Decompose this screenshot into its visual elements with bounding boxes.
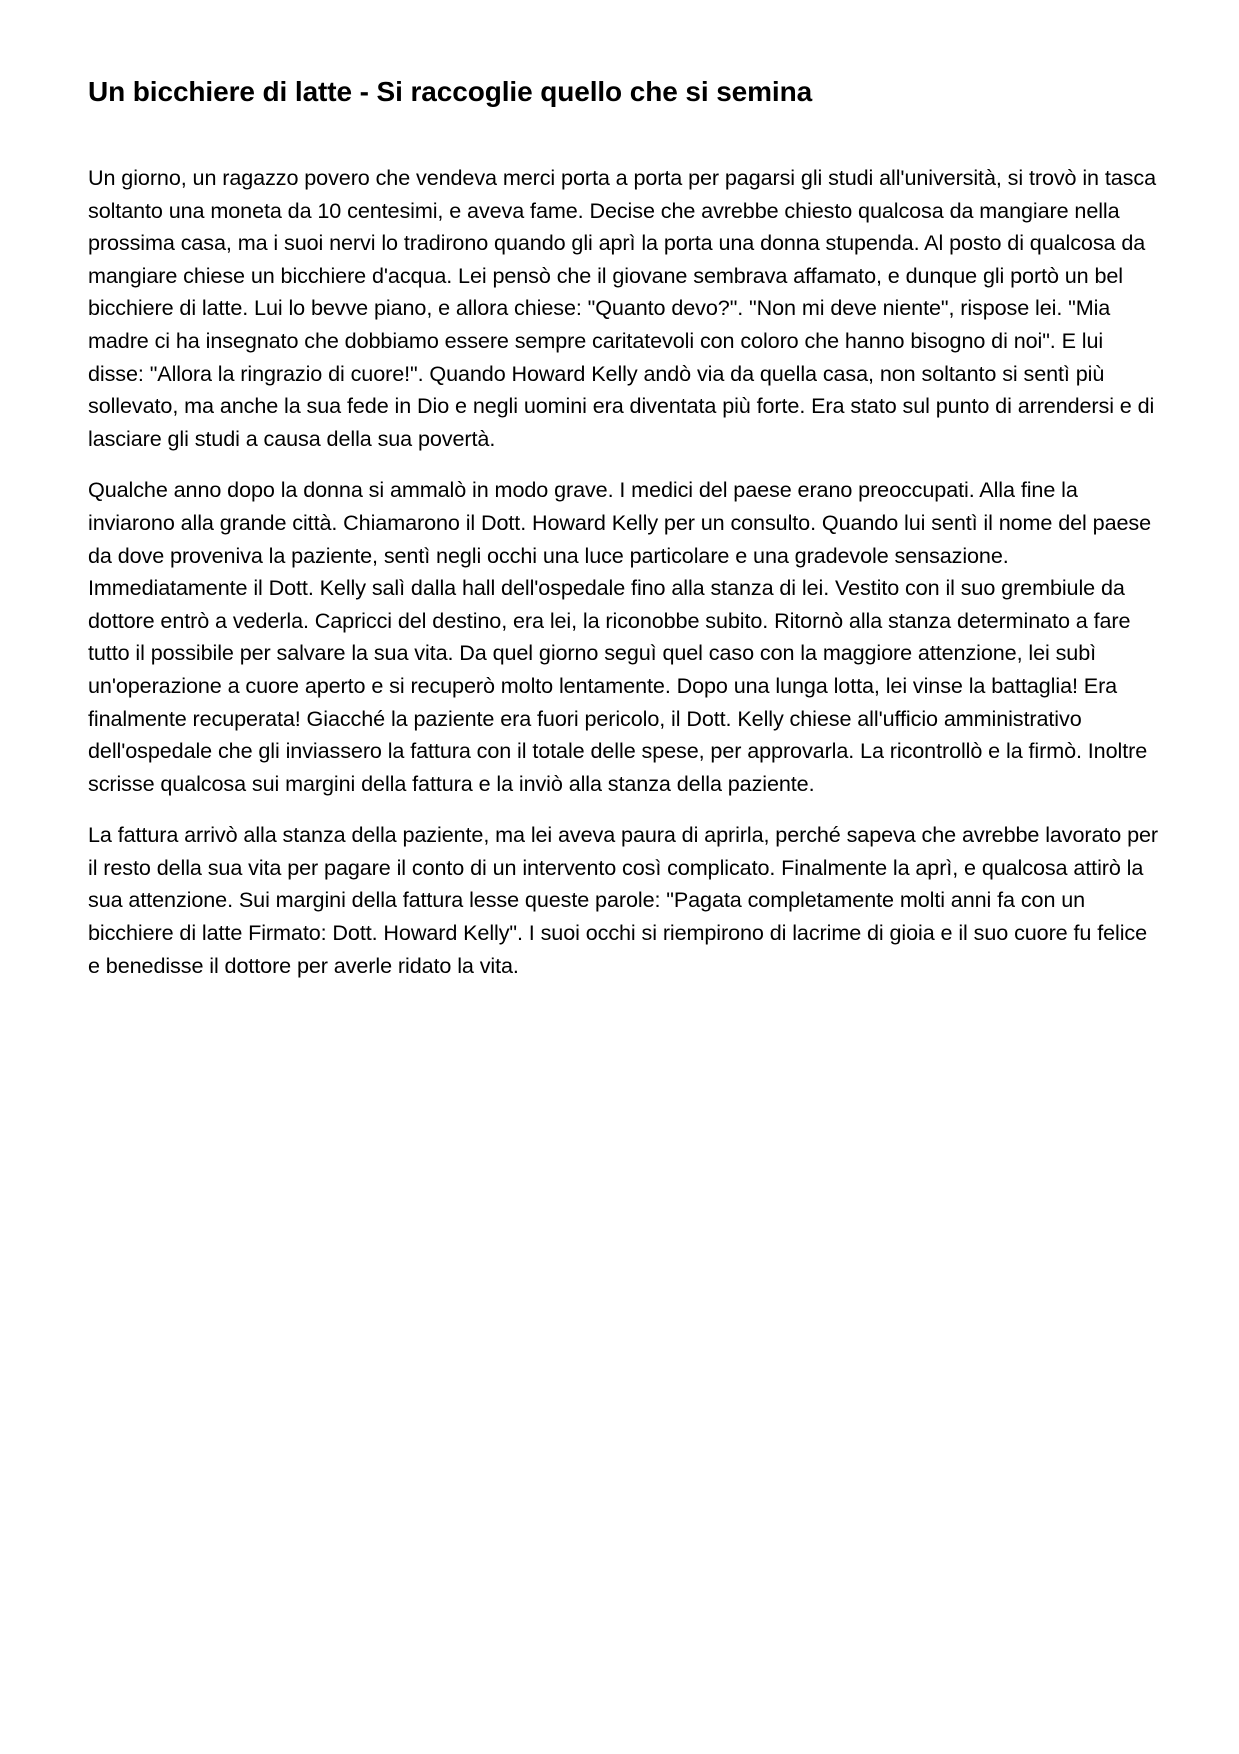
paragraph-1: Un giorno, un ragazzo povero che vendeva merci porta a porta per pagarsi gli studi all'università, si trovò in tasca soltanto una moneta da 10 centesimi, e aveva fame. Decise che avrebbe chiesto qualcosa da mangiare nella prossima casa, ma i suoi nervi lo tradirono quando gli aprì la porta una donna stupenda. Al posto di qualcosa da mangiare chiese un bicchiere d'acqua. Lei pensò che il giovane sembrava affamato, e dunque gli portò un bel bicchiere di latte. Lui lo bevve piano, e allora chiese: "Quanto devo?". "Non mi deve niente", rispose lei. "Mia madre ci ha insegnato che dobbiamo essere sempre caritatevoli con coloro che hanno bisogno di noi". E lui disse: "Allora la ringrazio di cuore!". Quando Howard Kelly andò via da quella casa, non soltanto si sentì più sollevato, ma anche la sua fede in Dio e negli uomini era diventata più forte. Era stato sul punto di arrendersi e di lasciare gli studi a causa della sua povertà. [88, 165, 1156, 451]
document-page [88, 72, 1163, 1001]
paragraph-3: La fattura arrivò alla stanza della paziente, ma lei aveva paura di aprirla, perché sapeva che avrebbe lavorato per il resto della sua vita per pagare il conto di un intervento così complicato. Finalmente la aprì, e qualcosa attirò la sua attenzione. Sui margini della fattura lesse queste parole: "Pagata completamente molti anni fa con un bicchiere di latte Firmato: Dott. Howard Kelly". I suoi occhi si riempirono di lacrime di gioia e il suo cuore fu felice e benedisse il dottore per averle ridato la vita. [88, 822, 1159, 978]
document-body [88, 162, 1163, 982]
paragraph-2: Qualche anno dopo la donna si ammalò in modo grave. I medici del paese erano preoccupati. Alla fine la inviarono alla grande città. Chiamarono il Dott. Howard Kelly per un consulto. Quando lui sentì il nome del paese da dove proveniva la paziente, sentì negli occhi una luce particolare e una gradevole sensazione. Immediatamente il Dott. Kelly salì dalla hall dell'ospedale fino alla stanza di lei. Vestito con il suo grembiule da dottore entrò a vederla. Capricci del destino, era lei, la riconobbe subito. Ritornò alla stanza determinato a fare tutto il possibile per salvare la sua vita. Da quel giorno seguì quel caso con la maggiore attenzione, lei subì un'operazione a cuore aperto e si recuperò molto lentamente. Dopo una lunga lotta, lei vinse la battaglia! Era finalmente recuperata! Giacché la paziente era fuori pericolo, il Dott. Kelly chiese all'ufficio amministrativo dell'ospedale che gli inviassero la fattura con il totale delle spese, per approvarla. La ricontrollò e la firmò. Inoltre scrisse qualcosa sui margini della fattura e la inviò alla stanza della paziente. [88, 477, 1151, 796]
document-title: Un bicchiere di latte - Si raccoglie quello che si semina [88, 76, 813, 107]
